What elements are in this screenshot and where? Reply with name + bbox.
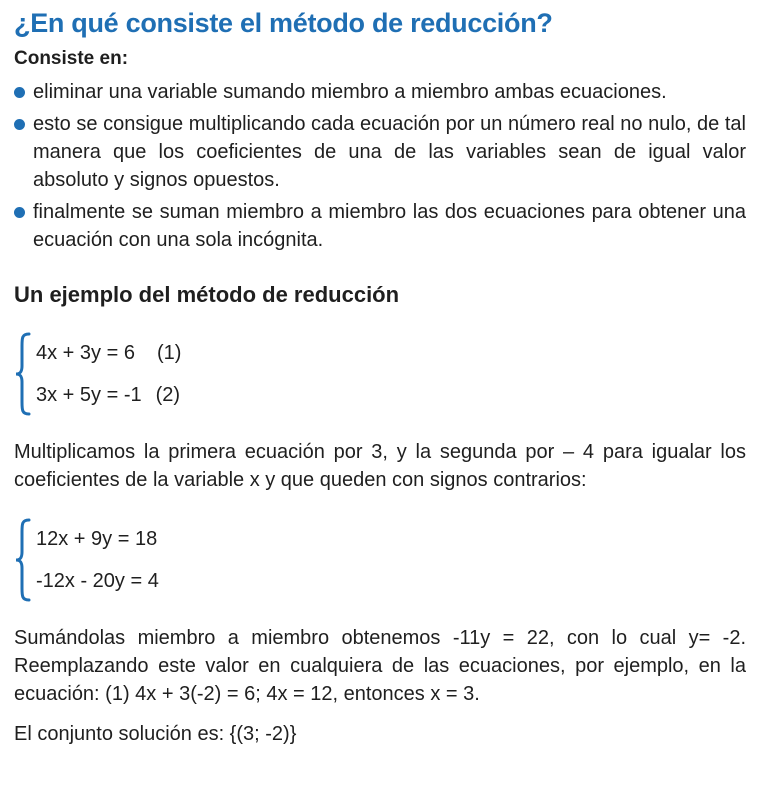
list-item — [14, 110, 746, 194]
equation-row — [36, 518, 746, 560]
subtitle: Consiste en: — [14, 48, 129, 69]
bullet-text: esto se consigue multiplicando cada ecuación por un número real no nulo, de tal manera que los coeficientes de una de las variables sean de igual valor absoluto y signos opuestos. — [33, 113, 746, 191]
equation-row — [36, 332, 746, 374]
solution-text: El conjunto solución es: {(3; -2)} — [14, 723, 297, 745]
curly-brace-icon — [14, 332, 32, 416]
bullet-dot-icon — [14, 119, 25, 130]
equation-label: (1) — [156, 342, 182, 364]
bullet-text: finalmente se suman miembro a miembro las dos ecuaciones para obtener una ecuación con una sola incógnita. — [33, 201, 746, 251]
equation-row — [36, 560, 746, 602]
example-heading: Un ejemplo del método de reducción — [14, 282, 400, 307]
equation-system-2 — [14, 518, 746, 602]
document — [14, 6, 746, 748]
bullet-text: eliminar una variable sumando miembro a miembro ambas ecuaciones. — [33, 81, 667, 103]
page-title: ¿En qué consiste el método de reducción? — [14, 8, 553, 38]
equation: 3x + 5y = -1 — [36, 384, 142, 406]
bullet-list — [14, 78, 746, 254]
list-item — [14, 198, 746, 254]
bullet-dot-icon — [14, 87, 25, 98]
equation: 4x + 3y = 6 — [36, 342, 135, 364]
curly-brace-icon — [14, 518, 32, 602]
bullet-dot-icon — [14, 207, 25, 218]
equation-system-1 — [14, 332, 746, 416]
equation-label: (2) — [155, 384, 181, 406]
equation: 12x + 9y = 18 — [36, 528, 158, 550]
paragraph: Sumándolas miembro a miembro obtenemos -11y = 22, con lo cual y= -2. Reemplazando este valor en cualquiera de las ecuaciones, por ejemplo, en la ecuación: (1) 4x + 3(-2) = 6; 4x = 12, entonces x = 3. — [14, 627, 746, 705]
equation: -12x - 20y = 4 — [36, 570, 159, 592]
paragraph: Multiplicamos la primera ecuación por 3, y la segunda por – 4 para igualar los coeficientes de la variable x y que queden con signos contrarios: — [14, 441, 746, 491]
equation-row — [36, 374, 746, 416]
list-item — [14, 78, 746, 106]
